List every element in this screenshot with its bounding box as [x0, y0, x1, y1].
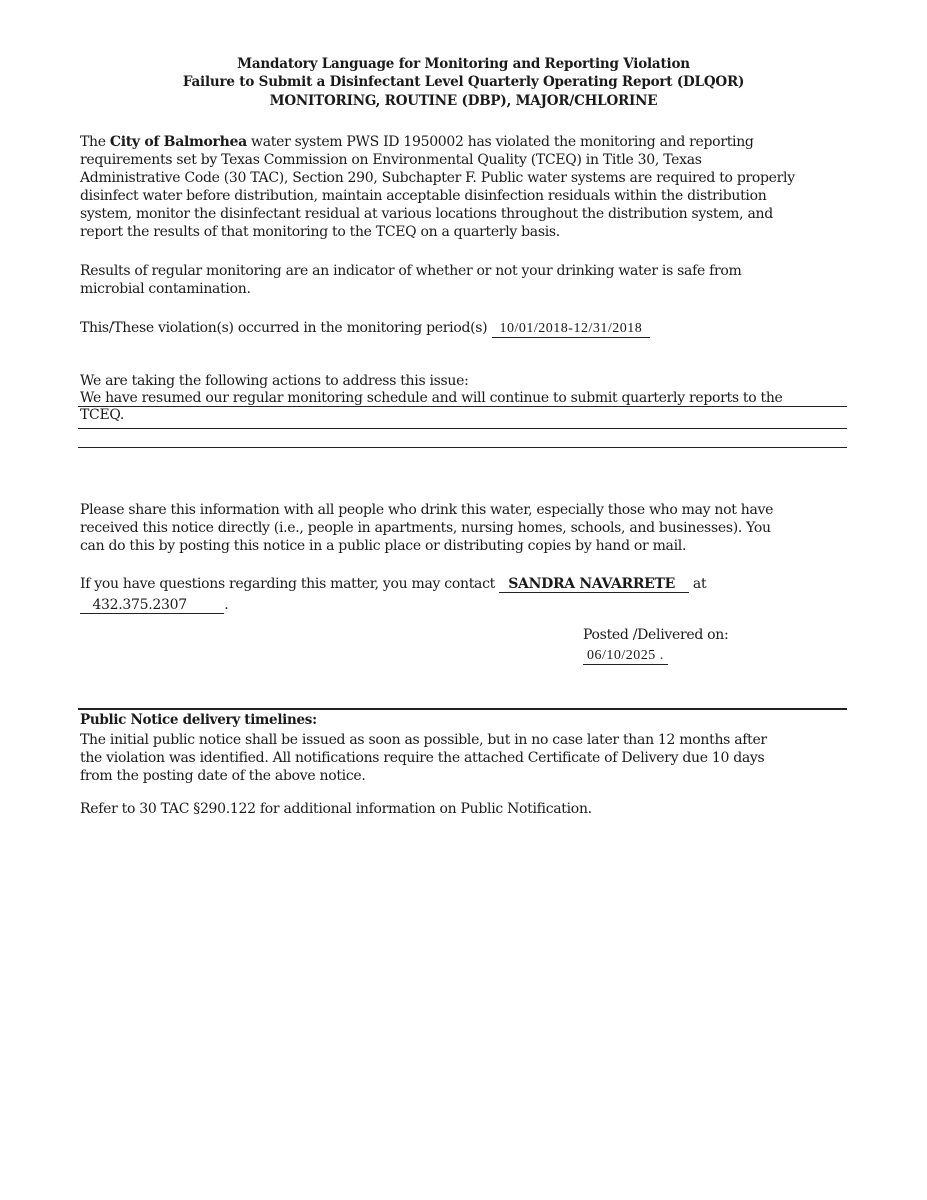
section-divider [78, 708, 847, 710]
share-line-3: can do this by posting this notice in a public place or distributing copies by hand or mail. [80, 538, 687, 554]
posted-date-field: 06/10/2025 . [583, 648, 668, 665]
results-line-2: microbial contamination. [80, 281, 251, 297]
contact-phone-line: 432.375.2307 . [80, 596, 850, 614]
contact-line: If you have questions regarding this matter, you may contact SANDRA NAVARRETE at [80, 576, 707, 592]
actions-rule-3 [78, 447, 847, 448]
actions-label: We are taking the following actions to address this issue: [80, 373, 469, 389]
posted-label: Posted /Delivered on: [583, 627, 729, 643]
monitoring-period-field: 10/01/2018-12/31/2018 [492, 321, 651, 338]
contact-phone-field: 432.375.2307 [80, 597, 224, 614]
actions-text-line-1: We have resumed our regular monitoring schedule and will continue to submit quarterly reports to the [80, 390, 783, 406]
timelines-line-2: the violation was identified. All notifications require the attached Certificate of Delivery due 10 days [80, 750, 765, 766]
refer-line: Refer to 30 TAC §290.122 for additional information on Public Notification. [80, 801, 592, 817]
contact-name-field: SANDRA NAVARRETE [499, 576, 689, 593]
intro-line-5: system, monitor the disinfectant residual at various locations throughout the distribution system, and [80, 206, 773, 222]
intro-line-6: report the results of that monitoring to the TCEQ on a quarterly basis. [80, 224, 560, 240]
intro-line-2: requirements set by Texas Commission on Environmental Quality (TCEQ) in Title 30, Texas [80, 152, 702, 168]
violation-period-line: This/These violation(s) occurred in the monitoring period(s) 10/01/2018-12/31/2018 [80, 319, 850, 338]
posted-date-line [583, 646, 843, 665]
timelines-line-3: from the posting date of the above notice. [80, 768, 366, 784]
share-line-2: received this notice directly (i.e., people in apartments, nursing homes, schools, and businesses). You [80, 520, 771, 536]
intro-line-4: disinfect water before distribution, maintain acceptable disinfection residuals within the distribution [80, 188, 767, 204]
timelines-heading: Public Notice delivery timelines: [80, 712, 317, 728]
actions-text-line-2: TCEQ. [80, 407, 125, 423]
intro-line-3: Administrative Code (30 TAC), Section 290, Subchapter F. Public water systems are required to properly [80, 170, 795, 186]
title-line-3: MONITORING, ROUTINE (DBP), MAJOR/CHLORINE [269, 93, 658, 109]
city-name: City of Balmorhea [109, 134, 247, 150]
share-line-1: Please share this information with all people who drink this water, especially those who may not have [80, 502, 774, 518]
results-line-1: Results of regular monitoring are an indicator of whether or not your drinking water is safe from [80, 263, 742, 279]
timelines-line-1: The initial public notice shall be issued as soon as possible, but in no case later than 12 months after [80, 732, 767, 748]
intro-line-1: The City of Balmorhea water system PWS ID 1950002 has violated the monitoring and reporting [80, 134, 754, 150]
actions-rule-2 [78, 428, 847, 429]
title-line-1: Mandatory Language for Monitoring and Reporting Violation [237, 56, 690, 72]
title-line-2: Failure to Submit a Disinfectant Level Quarterly Operating Report (DLQOR) [182, 74, 745, 90]
